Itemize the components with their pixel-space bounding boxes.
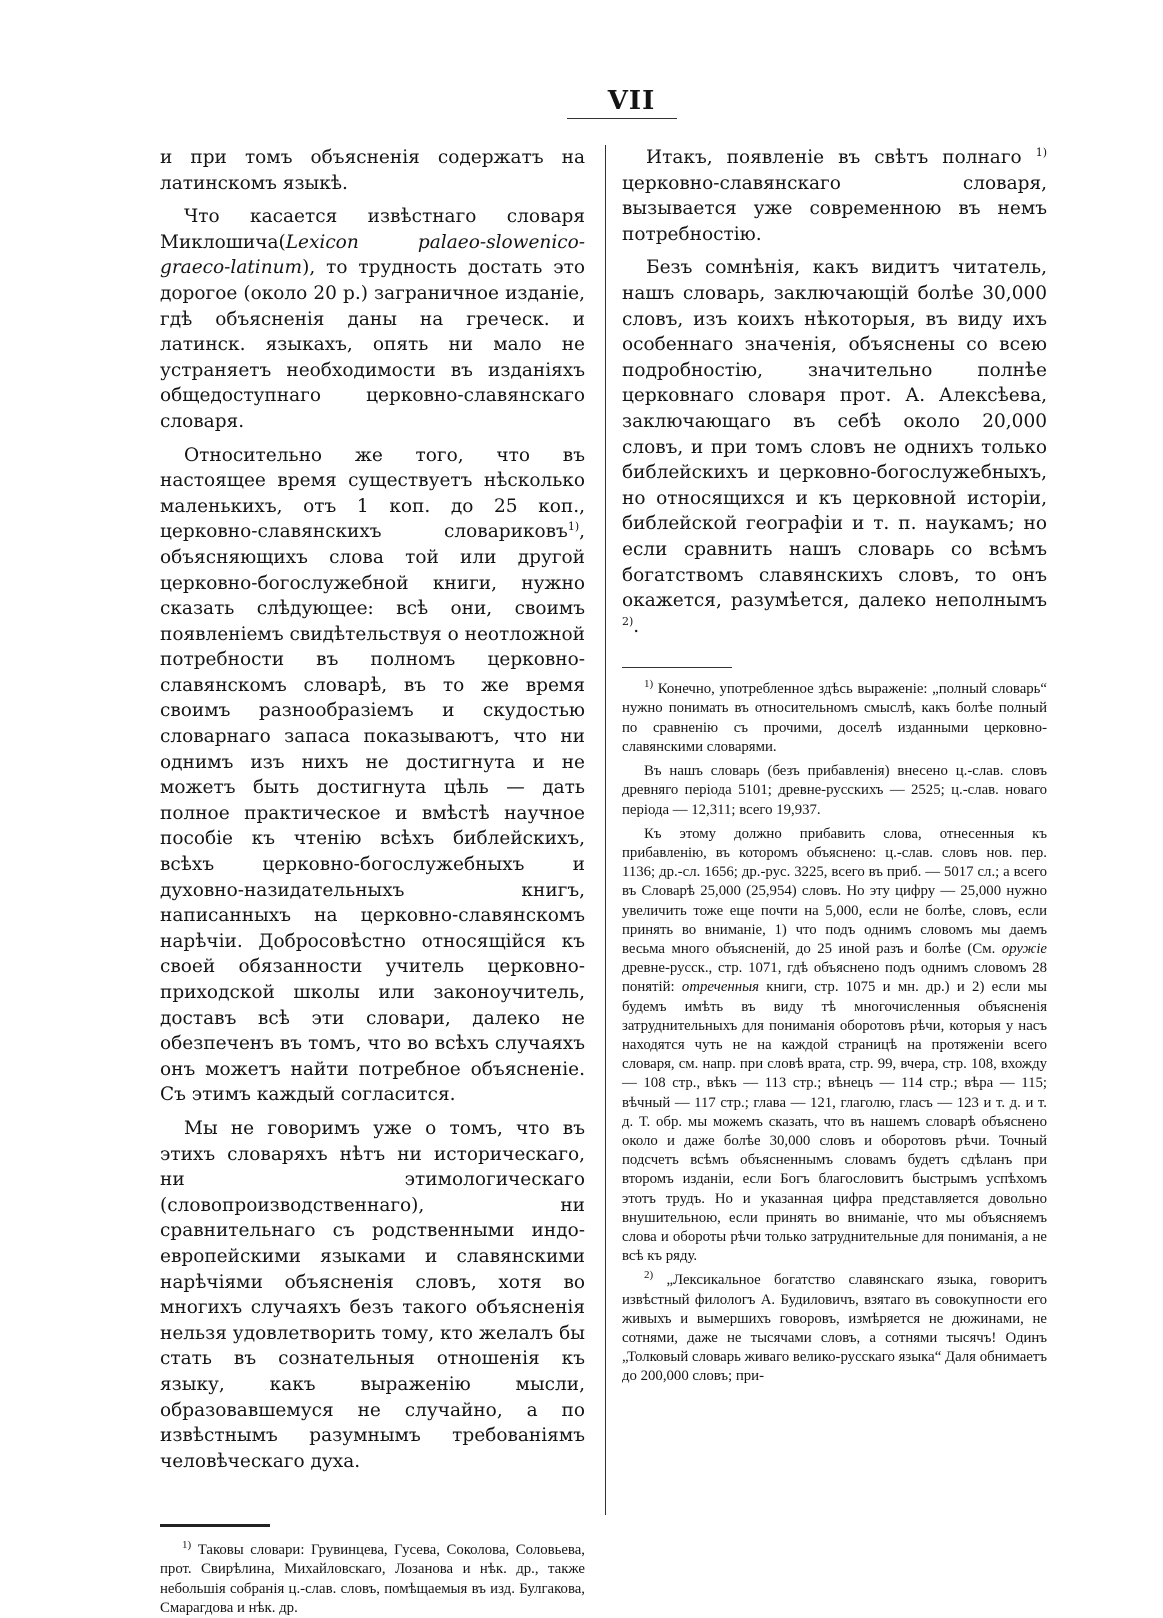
right-fn2-mark-paren: ): [649, 1269, 654, 1282]
lexicon-open-paren: (: [278, 231, 286, 253]
right-p2-b: .: [633, 615, 640, 637]
footnote-ref-1-paren: ): [574, 520, 580, 534]
right-p2-a: Безъ сомнѣнія, какъ видитъ читатель, нашъ словарь, заключающій болѣе 30,000 словъ, изъ коихъ нѣкоторыя, въ виду ихъ особеннаго значенія, объяснены со всею подробностію, значительно полнѣе церковнаго словаря прот. А. Алексѣева, заключающаго въ себѣ около 20,000 словъ, и при томъ словъ не однихъ только библейскихъ и церковно-богослужебныхъ, но относящихся и къ церковной исторіи, библейской географіи и т. п. наукамъ; но если сравнить нашъ словарь со всѣмъ богатствомъ славянскихъ словъ, то онъ окажется, разумѣется, далеко неполнымъ: [622, 257, 1047, 612]
left-p3-lead: Относительно же того, что въ настоящее время существуетъ нѣсколько маленькихъ, отъ 1 коп. до 25 коп., церковно-славянскихъ словариковъ: [160, 444, 585, 543]
left-main-text: [160, 145, 585, 1474]
right-fn1-p3c: книги, стр. 1075 и мн. др.) и 2) если мы будемъ имѣть въ виду тѣ многочисленныя объясненія затруднительныхъ для пониманія оборотовъ рѣчи, которыя у насъ находятся чуть не на каждой страницѣ на протяженіи всего словаря, см. напр. при словѣ врата, стр. 99, вчера, стр. 108, вхожду — 108 стр., вѣкъ — 113 стр.; вѣнецъ — 114 стр.; вѣра — 115; вѣчный — 117 стр.; глава — 121, глаголю, гласъ — 123 и т. д. и т. д. Т. обр. мы можемъ сказать, что въ нашемъ словарѣ объяснено около и даже болѣе 30,000 словъ и оборотовъ рѣчи. Точный подсчетъ всѣмъ объясненнымъ словамъ будетъ сдѣланъ при второмъ изданіи, если Богъ благословитъ быстрымъ успѣхомъ этотъ трудъ. Но и указанная цифра представляется довольно внушительною, если принять во вниманіе, что мы объясняемъ слова и обороты рѣчи только затруднительные для пониманія, а не всѣ къ ряду.: [622, 979, 1047, 1265]
left-footnote-text: Таковы словари: Грувинцева, Гусева, Соколова, Соловьева, прот. Свирѣлина, Михайловскаго, Лозанова и нѣк. др., также небольшія собранія ц.-слав. словъ, помѣщаемыя въ изд. Булгакова, Смарагдова и нѣк. др.: [160, 1542, 585, 1616]
footnote-ref-right-2: 2: [622, 614, 629, 628]
right-fn1-mark: 1: [644, 678, 650, 691]
right-fn1-text: Конечно, употребленное здѣсь выраженіе: „полный словарь“ нужно понимать въ относительномъ смыслѣ, какъ болѣе полный по сравненію съ прочими, доселѣ изданными церковно-славянскими словарями.: [622, 681, 1047, 755]
right-footnote-2: [622, 1271, 1047, 1386]
left-paragraph-4: Мы не говоримъ уже о томъ, что въ этихъ словаряхъ нѣтъ ни историческаго, ни этимологическаго (словопроизводственнаго), ни сравнительнаго съ родственными индо-европейскими языками и славянскими нарѣчіями объясненія словъ, хотя во многихъ случаяхъ безъ такого объясненія нельзя удовлетворить тому, кто желалъ бы стать въ сознательныя отношенія къ языку, какъ выраженію мысли, образовавшемуся не случайно, а по извѣстнымъ разумнымъ требованіямъ человѣческаго духа.: [160, 1117, 585, 1472]
left-footnote-mark: 1: [182, 1539, 188, 1552]
right-paragraph-2: [622, 255, 1047, 639]
right-fn1-mark-paren: ): [649, 678, 654, 691]
left-column: [160, 145, 585, 1618]
right-fn1-p3a: Къ этому должно прибавить слова, отнесенныя къ прибавленію, въ которомъ объяснено: ц.-слав. словъ нов. пер. 1136; др.-сл. 1656; др.-рус. 3225, всего въ приб. — 5017 сл.; а всего въ Словарѣ 25,000 (25,954) словъ. Но эту цифру — 25,000 нужно увеличить тоже еще почти на 5,000, если не болѣе, словъ, если принять во вниманіе, 1) что подъ однимъ словомъ мы даемъ весьма много объясненій, до 25 иной разъ и болѣе (См.: [622, 825, 1047, 957]
right-p1-a: Итакъ, появленіе въ свѣтъ полнаго: [646, 147, 1022, 168]
left-paragraph-1: и при томъ объясненія содержатъ на латинскомъ языкѣ.: [160, 147, 585, 194]
left-footnote-mark-paren: ): [187, 1539, 192, 1552]
left-p2-rest: , то трудность достать это дорогое (около 20 р.) заграничное изданіе, гдѣ объясненія даны на греческ. и латинск. языкахъ, опять ни мало не устраняетъ необходимости въ изданіяхъ общедоступнаго церковно-славянскаго словаря.: [160, 257, 585, 432]
left-footnote-rule: [160, 1524, 270, 1527]
footnote-ref-right-1: 1: [1035, 145, 1043, 159]
left-paragraph-3: [160, 443, 585, 1108]
footnote-ref-right-2-paren: ): [629, 614, 634, 628]
left-p2-lead: Что касается извѣстнаго словаря Миклошича: [160, 206, 585, 253]
footnote-ref-right-1-paren: ): [1042, 145, 1047, 159]
left-footnote-1: [160, 1541, 585, 1618]
right-footnote-rule: [622, 667, 732, 668]
right-main-text: [622, 145, 1047, 639]
column-divider: [605, 145, 606, 1515]
left-footnotes: [160, 1541, 585, 1618]
right-footnote-1-p2: Въ нашъ словарь (безъ прибавленія) внесено ц.-слав. словъ древняго періода 5101; древне-русскихъ — 2525; ц.-слав. новаго періода — 12,311; всего 19,937.: [622, 763, 1047, 818]
right-fn2-mark: 2: [644, 1269, 650, 1282]
right-fn1-italic-1: оружіе: [1001, 940, 1047, 957]
right-fn1-p3b: древне-русск., стр. 1071, гдѣ объяснено подъ однимъ словомъ 28 понятій:: [622, 960, 1047, 996]
left-paragraph-2: [160, 204, 585, 434]
right-footnotes: [622, 680, 1047, 1386]
right-fn2-text: „Лексикальное богатство славянскаго языка, говоритъ извѣстный филологъ А. Будиловичъ, взятаго въ совокупности его живыхъ и вымершихъ говоровъ, измѣряется не дюжинами, не сотнями, даже не тысячами словъ, а сотнями тысячъ! Одинъ „Толковый словарь живаго велико-русскаго языка“ Даля обнимаетъ до 200,000 словъ; при-: [622, 1272, 1047, 1385]
right-paragraph-1: [622, 145, 1047, 247]
right-footnote-1: [622, 680, 1047, 757]
header-rule: [567, 118, 677, 119]
lexicon-title: Lexicon palaeo-slowenico-graeco-latinum: [160, 231, 585, 279]
right-fn1-italic-2: отреченныя: [681, 979, 759, 996]
right-footnote-1-p3: [622, 825, 1047, 1267]
page-number: VII: [607, 86, 656, 116]
lexicon-close-paren: ): [302, 257, 310, 279]
left-p3-rest: , объясняющихъ слова той или другой церковно-богослужебной книги, нужно сказать слѣдующее: всѣ они, своимъ появленіемъ свидѣтельствуя о неотложной потребности въ полномъ церковно-славянскомъ словарѣ, въ то же время своимъ разнообразіемъ и скудостью словарнаго запаса показываютъ, что ни однимъ изъ нихъ не достигнута и не можетъ быть достигнута цѣль — дать полное практическое и вмѣстѣ научное пособіе къ чтенію всѣхъ библейскихъ, всѣхъ церковно-богослужебныхъ и духовно-назидательныхъ книгъ, написанныхъ на церковно-славянскомъ нарѣчіи. Добросовѣстно относящійся къ своей обязанности учитель церковно-приходской школы или законоучитель, доставъ всѣ эти словари, далеко не обезпеченъ въ томъ, что во всѣхъ случаяхъ онъ можетъ найти потребное объясненіе. Съ этимъ каждый согласится.: [160, 521, 585, 1106]
right-p1-b: церковно-славянскаго словаря, вызывается уже современною въ немъ потребностію.: [622, 172, 1047, 245]
right-column: [622, 145, 1047, 1387]
footnote-ref-1: 1: [567, 520, 575, 534]
